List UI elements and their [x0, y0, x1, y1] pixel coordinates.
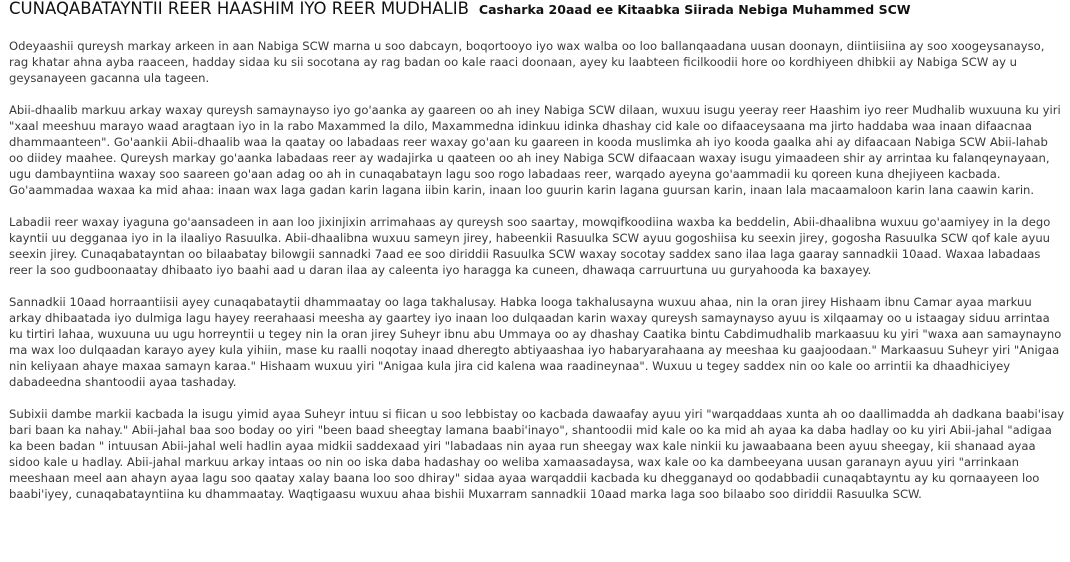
article: [9, 0, 1065, 518]
paragraph: Subixii dambe markii kacbada la isugu yimid ayaa Suheyr intuu si fiican u soo lebbistay oo kacbada dawaafay ayuu yiri "warqaddaas xunta ah oo daallimadda ah dadkana baabi'isay bari baan ka nahay." Abii-jahal baa soo boday oo yiri "been baad sheegtay lamana baabi'inayo", shantoodii mid kale oo ka mid ah ayaa ka daba hadlay oo ku yiri Abii-jahal "adigaa ka been badan " intuusan Abii-jahal weli hadlin ayaa midkii saddexaad yiri "labadaas nin ayaa run sheegay wax kale ninkii ku jawaabaana been ayuu sheegay, kii shanaad ayaa sidoo kale u hadlay. Abii-jahal markuu arkay intaas oo nin oo iska daba hadashay oo weliba xamaasadaysa, wax kale oo ka dambeeyana uusan garanayn ayuu yiri "arrinkaan meeshaan meel aan ahayn ayaa lagu soo qaatay xalay baana loo soo dhiray" sidaa ayaa warqaddii kacbada ku dhegganayd oo qodabbadii cunaqabtayntu ay ku qornaayeen loo baabi'iyey, cunaqabatayntiina ku dhammaatay. Waqtigaasu wuxuu ahaa bishii Muxarram sannadkii 10aad marka laga soo bilaabo soo diriddii Rasuulka SCW.: [9, 407, 1065, 501]
paragraph: Odeyaashii qureysh markay arkeen in aan Nabiga SCW marna u soo dabcayn, boqortooyo iyo wax walba oo loo ballanqaadana uusan doonayn, diintiisiina ay soo xoogeysanayso, rag khatar ahna ayba raaceen, hadday sidaa ku sii socotana ay rag badan oo kale raaci doonaan, ayey ku laabteen ficilkoodii hore oo kordhiyeen dhibkii ay Nabiga SCW ay u geysanayeen gacanna ula tageen.: [9, 39, 1045, 85]
article-subtitle: Casharka 20aad ee Kitaabka Siirada Nebiga Muhammed SCW: [478, 2, 911, 17]
paragraph: Sannadkii 10aad horraantiisii ayey cunaqabataytii dhammaatay oo laga takhalusay. Habka looga takhalusayna wuxuu ahaa, nin la oran jirey Hishaam ibnu Camar ayaa markuu arkay dhibaatada iyo dulmiga lagu hayey reerahaasi meesha ay gaartey iyo inaan loo dulqaadan karin waxay qureysh samaynayso ayuu is xilqaamay oo u istaagay siduu arrintaa ku tirtiri lahaa, wuxuuna uu ugu horreyntii u tegey nin la oran jirey Suheyr ibnu abu Ummaya oo ay dhashay Caatika bintu Cabdimudhalib markaasuu ku yiri "waxa aan samaynayno ma wax loo dulqaadan karayo ayey kula yihiin, mase ku raalli noqotay inaad dheregto abtiyaashaa iyo habaryarahaana ay meeshaa ku gaajoodaan." Markaasuu Suheyr yiri "Anigaa nin keliyaan ahaye maxaa samayn karaa." Hishaam wuxuu yiri "Anigaa kula jira cid kalena waa raadineynaa". Wuxuu u tegey saddex nin oo kale oo arrintii ka dhaadhiciyey dabadeedna shantoodii ayaa tashaday.: [9, 295, 1062, 389]
paragraph: Abii-dhaalib markuu arkay waxay qureysh samaynayso iyo go'aanka ay gaareen oo ah iney Nabiga SCW dilaan, wuxuu isugu yeeray reer Haashim iyo reer Mudhalib wuxuuna ku yiri "xaal meeshuu marayo waad aragtaan iyo in la rabo Maxammed la dilo, Maxammedna idinkuu idinka dhashay cid kale oo difaaceysaana ma jirto haddaba waa inaan difaacnaa dhammaanteen". Go'aankii Abii-dhaalib waa la qaatay oo labadaas reer waxay go'aan ku gaareen in kooda muslimka ah iyo kooda gaalka ahi ay difaacaan Nabiga SCW Abii-lahab oo diidey maahee. Qureysh markay go'aanka labadaas reer ay wadajirka u qaateen oo ah iney Nabiga SCW difaacaan waxay isugu yimaadeen shir ay arrintaa ku falanqeynayaan, ugu dambayntiina waxay soo saareen go'aan adag oo ah in cunaqabatayn lagu soo rogo labadaas reer, warqado ayeyna go'aammadii ku qoreen kuna dhejiyeen kacbada. Go'aammadaa waxaa ka mid ahaa: inaan wax laga gadan karin lagana iibin karin, inaan loo guurin karin lagana guursan karin, inaan lala macaamaloon karin lana caawin karin.: [9, 103, 1061, 197]
article-body: [9, 38, 1065, 502]
paragraph: Labadii reer waxay iyaguna go'aansadeen in aan loo jixinjixin arrimahaas ay qureysh soo saartay, mowqifkoodiina waxba ka beddelin, Abii-dhaalibna wuxuu go'aamiyey in la dego kayntii uu degganaa iyo in la ilaaliyo Rasuulka. Abii-dhaalibna wuxuu sameyn jirey, habeenkii Rasuulka SCW ayuu gogoshiisa ku seexin jirey, gogosha Rasuulka SCW qof kale ayuu seexin jirey. Cunaqabatayntan oo bilaabatay bilowgii sannadki 7aad ee soo diriddii Rasuulka SCW waxay socotay saddex sano ilaa laga gaaray sannadkii 10aad. Waxaa labadaas reer la soo gudboonaatay dhibaato iyo baahi aad u daran ilaa ay caleenta iyo haragga ka cuneen, dhawaqa carruurtuna uu guryahooda ka baxayey.: [9, 215, 1051, 277]
article-title: CUNAQABATAYNTII REER HAASHIM IYO REER MUDHALIB: [9, 0, 469, 18]
article-header: [9, 0, 1065, 22]
